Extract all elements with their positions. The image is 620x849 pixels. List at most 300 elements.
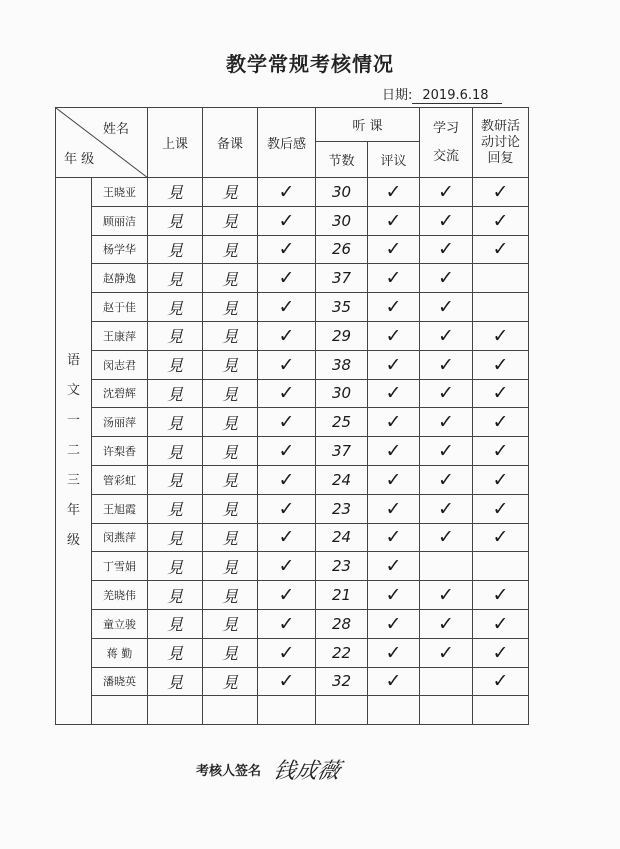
listen-comment-cell <box>368 293 420 322</box>
prep-cell <box>203 408 258 437</box>
grade-char: 文 <box>66 383 80 399</box>
header-study <box>420 108 473 178</box>
teacher-name <box>92 379 148 408</box>
listen-count-cell <box>316 350 368 379</box>
teacher-name-mark: 蒋 勤 <box>106 646 133 660</box>
research-cell <box>473 206 529 235</box>
study-cell-mark: ✓ <box>438 584 454 607</box>
research-cell <box>473 293 529 322</box>
listen-comment-cell <box>368 235 420 264</box>
listen-comment-cell-mark: ✓ <box>385 180 402 203</box>
teacher-name <box>92 235 148 264</box>
lesson-cell-mark: 見 <box>166 183 183 203</box>
study-cell-mark: ✓ <box>438 612 454 635</box>
reflection-cell <box>258 638 316 667</box>
study-cell <box>420 437 473 466</box>
study-cell <box>420 206 473 235</box>
teacher-name <box>92 609 148 638</box>
research-cell-mark: ✓ <box>492 468 509 491</box>
study-cell-mark: ✓ <box>438 267 454 290</box>
listen-count-cell-mark: 38 <box>331 355 352 374</box>
date-line <box>382 84 502 104</box>
prep-cell <box>203 178 258 207</box>
study-cell <box>420 379 473 408</box>
table-body <box>56 178 529 725</box>
reflection-cell <box>258 293 316 322</box>
research-cell <box>473 264 529 293</box>
prep-cell <box>203 696 258 725</box>
research-cell <box>473 408 529 437</box>
listen-count-cell <box>316 379 368 408</box>
lesson-cell <box>148 235 203 264</box>
listen-count-cell-mark: 22 <box>331 643 352 662</box>
lesson-cell-mark: 見 <box>166 356 183 376</box>
lesson-cell <box>148 379 203 408</box>
reflection-cell <box>258 523 316 552</box>
reflection-cell-mark: ✓ <box>278 180 295 203</box>
study-cell-mark: ✓ <box>438 238 454 261</box>
teacher-name-mark: 潘晓英 <box>103 675 136 689</box>
research-cell-mark: ✓ <box>492 641 509 664</box>
reflection-cell-mark: ✓ <box>278 468 295 491</box>
lesson-cell <box>148 552 203 581</box>
study-cell-mark: ✓ <box>438 526 454 549</box>
teacher-name <box>92 523 148 552</box>
teacher-name <box>92 465 148 494</box>
listen-count-cell-mark: 26 <box>331 240 352 259</box>
listen-count-cell-mark: 24 <box>331 528 352 547</box>
research-cell-mark: ✓ <box>492 238 509 261</box>
table-row <box>56 523 529 552</box>
grade-cell <box>56 178 92 725</box>
teacher-name-mark: 汤丽萍 <box>103 416 136 430</box>
lesson-cell <box>148 581 203 610</box>
lesson-cell-mark: 見 <box>166 212 183 232</box>
study-cell <box>420 523 473 552</box>
lesson-cell-mark: 見 <box>166 298 183 318</box>
reflection-cell-mark: ✓ <box>278 382 295 405</box>
reflection-cell-mark: ✓ <box>278 324 295 347</box>
research-cell <box>473 696 529 725</box>
listen-count-cell-mark: 21 <box>331 586 352 605</box>
listen-count-cell <box>316 206 368 235</box>
prep-cell-mark: 見 <box>221 384 238 404</box>
listen-count-cell <box>316 465 368 494</box>
study-cell <box>420 350 473 379</box>
prep-cell-mark: 見 <box>221 528 238 548</box>
lesson-cell-mark: 見 <box>166 644 183 664</box>
research-cell-mark: ✓ <box>492 670 509 693</box>
lesson-cell <box>148 494 203 523</box>
grade-char: 语 <box>66 353 80 369</box>
prep-cell-mark: 見 <box>221 269 238 289</box>
header-listen-count: 节数 <box>316 142 368 178</box>
table-row <box>56 494 529 523</box>
research-cell-mark: ✓ <box>492 526 509 549</box>
reflection-cell-mark: ✓ <box>278 238 295 261</box>
listen-count-cell <box>316 494 368 523</box>
prep-cell-mark: 見 <box>221 586 238 606</box>
teacher-name-mark: 王康萍 <box>103 329 136 343</box>
teacher-name-mark: 许梨香 <box>103 445 136 459</box>
table-row <box>56 379 529 408</box>
reflection-cell-mark: ✓ <box>278 497 295 520</box>
table-row <box>56 581 529 610</box>
listen-count-cell <box>316 581 368 610</box>
teacher-name <box>92 264 148 293</box>
listen-comment-cell <box>368 696 420 725</box>
lesson-cell-mark: 見 <box>166 528 183 548</box>
teacher-name-mark: 赵于佳 <box>103 301 136 315</box>
study-cell <box>420 638 473 667</box>
reflection-cell <box>258 408 316 437</box>
lesson-cell <box>148 178 203 207</box>
header-corner <box>56 108 148 178</box>
study-cell-mark: ✓ <box>438 411 454 434</box>
lesson-cell <box>148 609 203 638</box>
teacher-name-mark: 闵燕萍 <box>103 531 136 545</box>
teacher-name-mark: 沈碧辉 <box>103 387 136 401</box>
study-cell-mark: ✓ <box>438 209 454 232</box>
prep-cell-mark: 見 <box>221 413 238 433</box>
date-value: 2019.6.18 <box>412 88 502 104</box>
header-grade-label: 年 级 <box>64 152 95 167</box>
reflection-cell <box>258 321 316 350</box>
table-row <box>56 609 529 638</box>
teacher-name <box>92 206 148 235</box>
research-cell <box>473 321 529 350</box>
header-study-line1: 学习 <box>432 120 459 136</box>
lesson-cell-mark: 見 <box>166 500 183 520</box>
research-cell-mark: ✓ <box>492 209 509 232</box>
research-cell <box>473 379 529 408</box>
header-prep: 备课 <box>203 108 258 178</box>
lesson-cell-mark: 見 <box>166 442 183 462</box>
teacher-name <box>92 581 148 610</box>
assessment-table <box>55 107 529 725</box>
listen-count-cell-mark: 35 <box>331 298 352 317</box>
lesson-cell-mark: 見 <box>166 327 183 347</box>
study-cell-mark: ✓ <box>438 180 454 203</box>
reflection-cell-mark: ✓ <box>278 440 295 463</box>
teacher-name <box>92 494 148 523</box>
teacher-name-mark: 赵静逸 <box>103 272 136 286</box>
lesson-cell <box>148 293 203 322</box>
header-research-line1: 教研活 <box>480 118 520 134</box>
lesson-cell-mark: 見 <box>166 384 183 404</box>
reflection-cell-mark: ✓ <box>278 296 295 319</box>
teacher-name-mark: 闵志君 <box>103 358 136 372</box>
prep-cell-mark: 見 <box>221 442 238 462</box>
listen-comment-cell <box>368 552 420 581</box>
table-row <box>56 638 529 667</box>
listen-count-cell <box>316 523 368 552</box>
header-lesson: 上课 <box>148 108 203 178</box>
research-cell-mark: ✓ <box>492 353 509 376</box>
teacher-name-mark: 羌晓伟 <box>103 589 136 603</box>
listen-count-cell-mark: 30 <box>331 211 352 230</box>
research-cell <box>473 465 529 494</box>
listen-comment-cell <box>368 465 420 494</box>
prep-cell-mark: 見 <box>221 500 238 520</box>
research-cell <box>473 523 529 552</box>
lesson-cell <box>148 523 203 552</box>
teacher-name <box>92 437 148 466</box>
prep-cell <box>203 437 258 466</box>
study-cell <box>420 293 473 322</box>
listen-count-cell <box>316 321 368 350</box>
listen-comment-cell-mark: ✓ <box>385 641 402 664</box>
listen-comment-cell-mark: ✓ <box>385 584 402 607</box>
prep-cell <box>203 638 258 667</box>
grade-char: 三 <box>66 473 80 489</box>
study-cell <box>420 465 473 494</box>
teacher-name <box>92 552 148 581</box>
table-row <box>56 696 529 725</box>
table-row <box>56 437 529 466</box>
table-row <box>56 206 529 235</box>
signature-label: 考核人签名 <box>196 764 262 779</box>
teacher-name-mark: 王旭霞 <box>103 502 136 516</box>
prep-cell-mark: 見 <box>221 327 238 347</box>
listen-comment-cell <box>368 437 420 466</box>
reflection-cell <box>258 581 316 610</box>
research-cell <box>473 609 529 638</box>
listen-count-cell-mark: 23 <box>331 499 352 518</box>
listen-count-cell <box>316 638 368 667</box>
research-cell-mark: ✓ <box>492 411 509 434</box>
table-row <box>56 178 529 207</box>
reflection-cell <box>258 206 316 235</box>
listen-count-cell <box>316 437 368 466</box>
reflection-cell <box>258 437 316 466</box>
research-cell <box>473 667 529 696</box>
research-cell-mark: ✓ <box>492 497 509 520</box>
grade-char: 年 <box>66 503 80 519</box>
listen-comment-cell-mark: ✓ <box>385 468 402 491</box>
lesson-cell-mark: 見 <box>166 471 183 491</box>
listen-comment-cell <box>368 379 420 408</box>
prep-cell-mark: 見 <box>221 240 238 260</box>
listen-count-cell-mark: 32 <box>331 672 352 691</box>
lesson-cell-mark: 見 <box>166 586 183 606</box>
reflection-cell <box>258 494 316 523</box>
listen-count-cell-mark: 30 <box>331 182 352 201</box>
prep-cell-mark: 見 <box>221 212 238 232</box>
reflection-cell <box>258 667 316 696</box>
teacher-name-mark: 杨学华 <box>103 243 136 257</box>
teacher-name-mark: 顾丽洁 <box>103 214 136 228</box>
header-research-line3: 回复 <box>487 150 514 166</box>
study-cell <box>420 494 473 523</box>
listen-comment-cell <box>368 638 420 667</box>
reflection-cell-mark: ✓ <box>278 411 295 434</box>
reflection-cell <box>258 696 316 725</box>
reflection-cell <box>258 379 316 408</box>
teacher-name <box>92 408 148 437</box>
study-cell <box>420 264 473 293</box>
table-row <box>56 293 529 322</box>
listen-count-cell <box>316 178 368 207</box>
listen-count-cell <box>316 408 368 437</box>
reflection-cell <box>258 350 316 379</box>
prep-cell <box>203 581 258 610</box>
listen-comment-cell <box>368 408 420 437</box>
study-cell <box>420 235 473 264</box>
research-cell-mark: ✓ <box>492 612 509 635</box>
listen-count-cell <box>316 293 368 322</box>
listen-comment-cell-mark: ✓ <box>385 555 402 578</box>
header-research-line2: 动讨论 <box>480 134 520 150</box>
listen-comment-cell <box>368 523 420 552</box>
teacher-name <box>92 696 148 725</box>
reflection-cell-mark: ✓ <box>278 584 295 607</box>
teacher-name <box>92 638 148 667</box>
lesson-cell <box>148 206 203 235</box>
lesson-cell-mark: 見 <box>166 615 183 635</box>
prep-cell <box>203 523 258 552</box>
study-cell <box>420 321 473 350</box>
study-cell <box>420 178 473 207</box>
listen-comment-cell-mark: ✓ <box>385 612 402 635</box>
header-listen-comment: 评议 <box>368 142 420 178</box>
research-cell <box>473 235 529 264</box>
listen-comment-cell-mark: ✓ <box>385 440 402 463</box>
study-cell-mark: ✓ <box>438 324 454 347</box>
lesson-cell-mark: 見 <box>166 672 183 692</box>
listen-comment-cell <box>368 609 420 638</box>
lesson-cell <box>148 264 203 293</box>
prep-cell <box>203 350 258 379</box>
listen-comment-cell <box>368 264 420 293</box>
reflection-cell <box>258 609 316 638</box>
reflection-cell-mark: ✓ <box>278 641 295 664</box>
signature-row <box>196 754 343 785</box>
listen-count-cell <box>316 609 368 638</box>
research-cell <box>473 638 529 667</box>
reflection-cell-mark: ✓ <box>278 353 295 376</box>
reflection-cell-mark: ✓ <box>278 526 295 549</box>
header-name-label: 姓名 <box>102 122 129 137</box>
teacher-name <box>92 293 148 322</box>
lesson-cell <box>148 321 203 350</box>
table-row <box>56 350 529 379</box>
table-row <box>56 667 529 696</box>
study-cell-mark: ✓ <box>438 468 454 491</box>
listen-comment-cell <box>368 581 420 610</box>
listen-count-cell-mark: 28 <box>331 614 352 633</box>
reflection-cell <box>258 552 316 581</box>
prep-cell <box>203 321 258 350</box>
teacher-name-mark: 管彩虹 <box>103 473 136 487</box>
study-cell <box>420 667 473 696</box>
table-row <box>56 321 529 350</box>
listen-count-cell <box>316 552 368 581</box>
teacher-name <box>92 350 148 379</box>
listen-count-cell-mark: 29 <box>331 326 352 345</box>
research-cell <box>473 552 529 581</box>
prep-cell <box>203 552 258 581</box>
table-row <box>56 552 529 581</box>
listen-comment-cell <box>368 178 420 207</box>
grade-char: 一 <box>66 413 80 429</box>
research-cell <box>473 494 529 523</box>
study-cell-mark: ✓ <box>438 497 454 520</box>
teacher-name <box>92 667 148 696</box>
listen-comment-cell <box>368 206 420 235</box>
grade-char: 级 <box>66 533 80 549</box>
header-reflection: 教后感 <box>258 108 316 178</box>
reflection-cell-mark: ✓ <box>278 670 295 693</box>
lesson-cell <box>148 667 203 696</box>
lesson-cell-mark: 見 <box>166 557 183 577</box>
research-cell <box>473 350 529 379</box>
teacher-name-mark: 丁雪娟 <box>103 560 136 574</box>
research-cell-mark: ✓ <box>492 382 509 405</box>
study-cell-mark: ✓ <box>438 353 454 376</box>
prep-cell-mark: 見 <box>221 672 238 692</box>
listen-comment-cell <box>368 321 420 350</box>
research-cell <box>473 437 529 466</box>
page-title: 教学常规考核情况 <box>226 52 394 76</box>
study-cell-mark: ✓ <box>438 382 454 405</box>
prep-cell-mark: 見 <box>221 356 238 376</box>
study-cell-mark: ✓ <box>438 296 454 319</box>
prep-cell-mark: 見 <box>221 183 238 203</box>
research-cell-mark: ✓ <box>492 324 509 347</box>
listen-comment-cell-mark: ✓ <box>385 497 402 520</box>
reflection-cell <box>258 465 316 494</box>
listen-comment-cell <box>368 667 420 696</box>
prep-cell-mark: 見 <box>221 471 238 491</box>
study-cell-mark: ✓ <box>438 641 454 664</box>
research-cell-mark: ✓ <box>492 180 509 203</box>
research-cell-mark: ✓ <box>492 584 509 607</box>
listen-comment-cell-mark: ✓ <box>385 238 402 261</box>
listen-count-cell <box>316 696 368 725</box>
reflection-cell-mark: ✓ <box>278 612 295 635</box>
prep-cell <box>203 667 258 696</box>
lesson-cell <box>148 408 203 437</box>
prep-cell <box>203 494 258 523</box>
research-cell-mark: ✓ <box>492 440 509 463</box>
prep-cell <box>203 264 258 293</box>
study-cell <box>420 408 473 437</box>
prep-cell <box>203 206 258 235</box>
listen-comment-cell <box>368 494 420 523</box>
table-row <box>56 408 529 437</box>
prep-cell <box>203 609 258 638</box>
grade-char: 二 <box>66 443 80 459</box>
reflection-cell-mark: ✓ <box>278 209 295 232</box>
signature-name: 钱成薇 <box>271 759 343 784</box>
reflection-cell <box>258 178 316 207</box>
prep-cell-mark: 見 <box>221 644 238 664</box>
listen-comment-cell-mark: ✓ <box>385 267 402 290</box>
study-cell <box>420 609 473 638</box>
listen-count-cell <box>316 264 368 293</box>
research-cell <box>473 178 529 207</box>
date-label: 日期: <box>382 88 413 103</box>
lesson-cell <box>148 465 203 494</box>
research-cell <box>473 581 529 610</box>
lesson-cell-mark: 見 <box>166 413 183 433</box>
prep-cell-mark: 見 <box>221 298 238 318</box>
listen-count-cell-mark: 24 <box>331 470 352 489</box>
listen-count-cell-mark: 37 <box>331 269 352 288</box>
table-row <box>56 235 529 264</box>
lesson-cell-mark: 見 <box>166 240 183 260</box>
